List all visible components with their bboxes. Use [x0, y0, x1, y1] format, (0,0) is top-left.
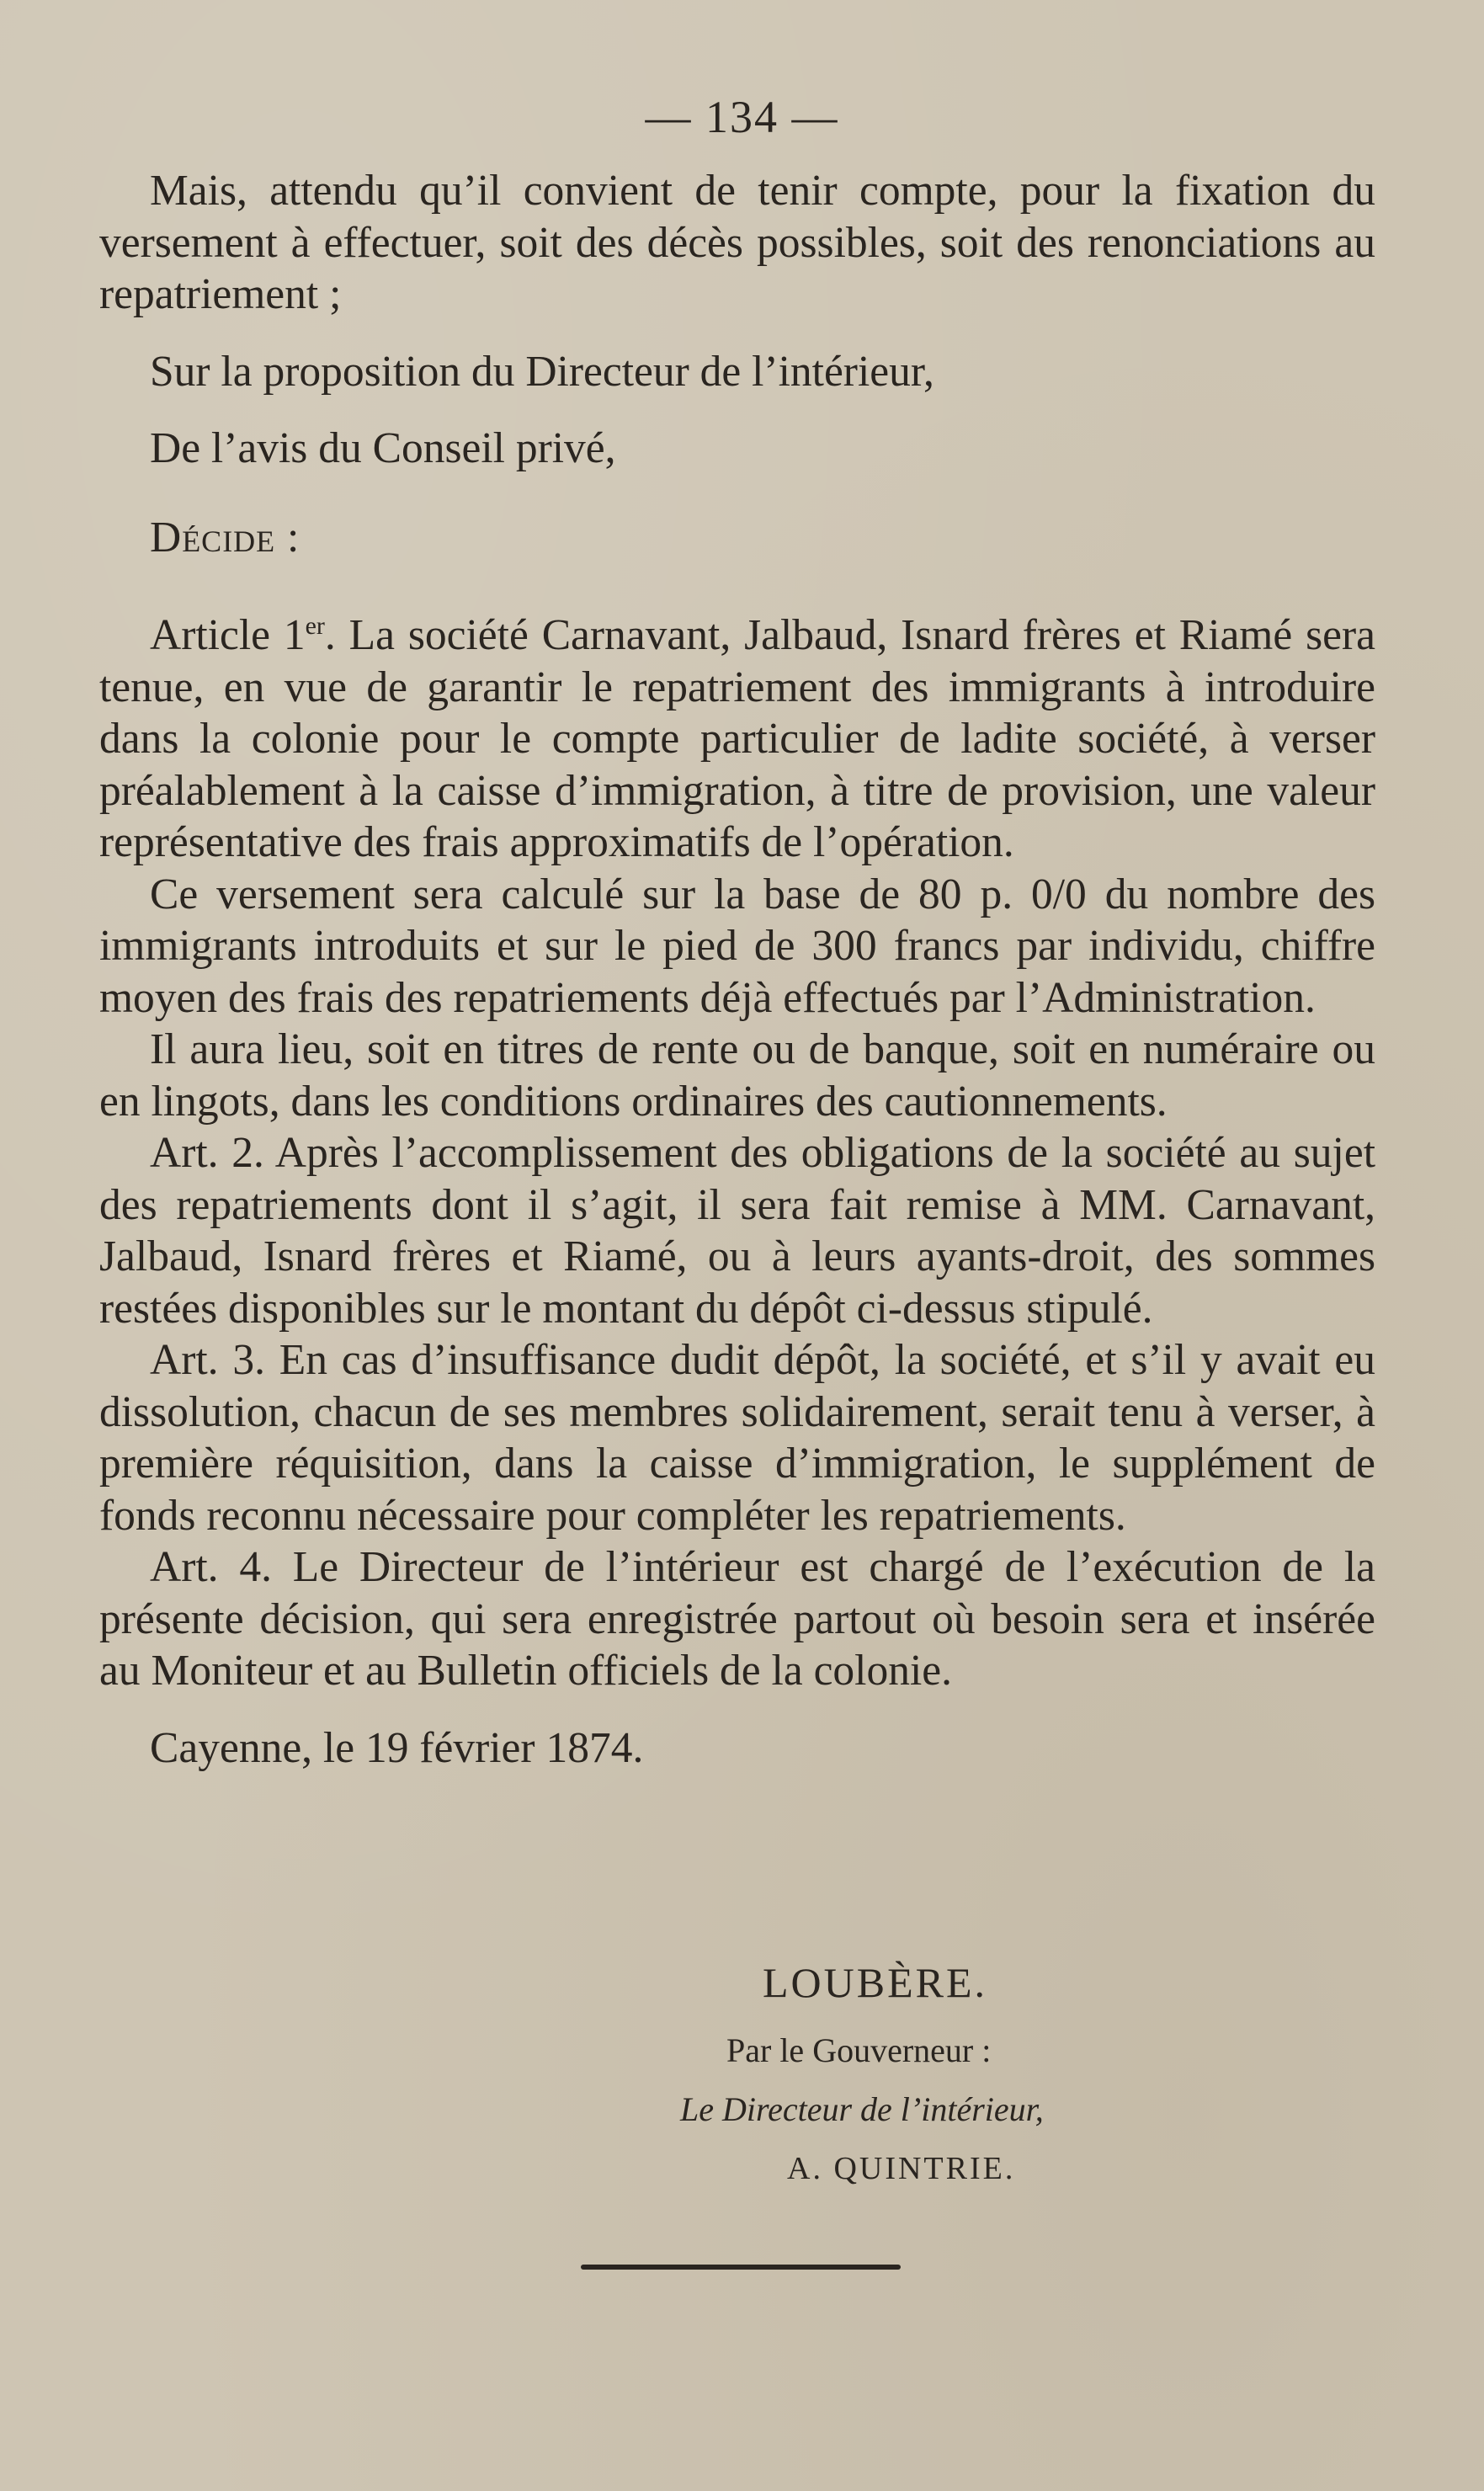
document-body: [99, 165, 1375, 1774]
article-1-superscript: er: [305, 612, 325, 640]
article-1-text: . La société Carnavant, Jalbaud, Isnard frères et Riamé sera tenue, en vue de garantir le repatriement des immigrants à introduire dans la colonie pour le compte particulier de ladite société, à verser préalablement à la caisse d’immigration, à titre de provision, une valeur représentative des frais approximatifs de l’opération.: [99, 611, 1376, 867]
paragraph-avis: De l’avis du Conseil privé,: [150, 424, 616, 472]
paragraph-article-4: Art. 4. Le Directeur de l’intérieur est chargé de l’exécution de la présente décision, qui sera enregistrée partout où besoin sera et insérée au Moniteur et au Bulletin officiels de la colonie.: [99, 1543, 1375, 1695]
decision-heading: Décide :: [150, 513, 301, 562]
paragraph-article-3: Art. 3. En cas d’insuffisance dudit dépôt, la société, et s’il y avait eu dissolution, chacun de ses membres solidairement, serait tenu à verser, à première réquisition, dans la caisse d’immigration, le supplément de fonds reconnu nécessaire pour compléter les repatriements.: [99, 1336, 1375, 1540]
paragraph-article-2: Art. 2. Après l’accomplissement des obligations de la société au sujet des repatriements dont il s’agit, il sera fait remise à MM. Carnavant, Jalbaud, Isnard frères et Riamé, ou à leurs ayants-droit, des sommes restées disponibles sur le montant du dépôt ci-dessus stipulé.: [99, 1129, 1375, 1333]
paragraph-conditions: Il aura lieu, soit en titres de rente ou de banque, soit en numéraire ou en lingots, dans les conditions ordinaires des cautionnements.: [99, 1025, 1375, 1126]
paragraph-preamble: Mais, attendu qu’il convient de tenir compte, pour la fixation du versement à effectuer, soit des décès possibles, soit des renonciations au repatriement ;: [99, 167, 1375, 318]
paragraph-article-1: [99, 600, 1375, 869]
page-number: — 134 —: [645, 92, 839, 142]
signatory-title: Le Directeur de l’intérieur,: [680, 2090, 1044, 2128]
place-date: Cayenne, le 19 février 1874.: [150, 1723, 644, 1772]
governor-signature: LOUBÈRE.: [763, 1959, 988, 2006]
article-1-label: Article 1: [150, 611, 306, 660]
closing-rule: [581, 2265, 901, 2270]
paragraph-versement: Ce versement sera calculé sur la base de 80 p. 0/0 du nombre des immigrants introduits et sur le pied de 300 francs par individu, chiffre moyen des frais des repatriements déjà effectués par l’Administration.: [99, 870, 1375, 1022]
paragraph-proposition: Sur la proposition du Directeur de l’intérieur,: [150, 347, 934, 396]
director-signature: A. QUINTRIE.: [787, 2151, 1016, 2186]
signature-attribution: Par le Gouverneur :: [726, 2031, 992, 2069]
